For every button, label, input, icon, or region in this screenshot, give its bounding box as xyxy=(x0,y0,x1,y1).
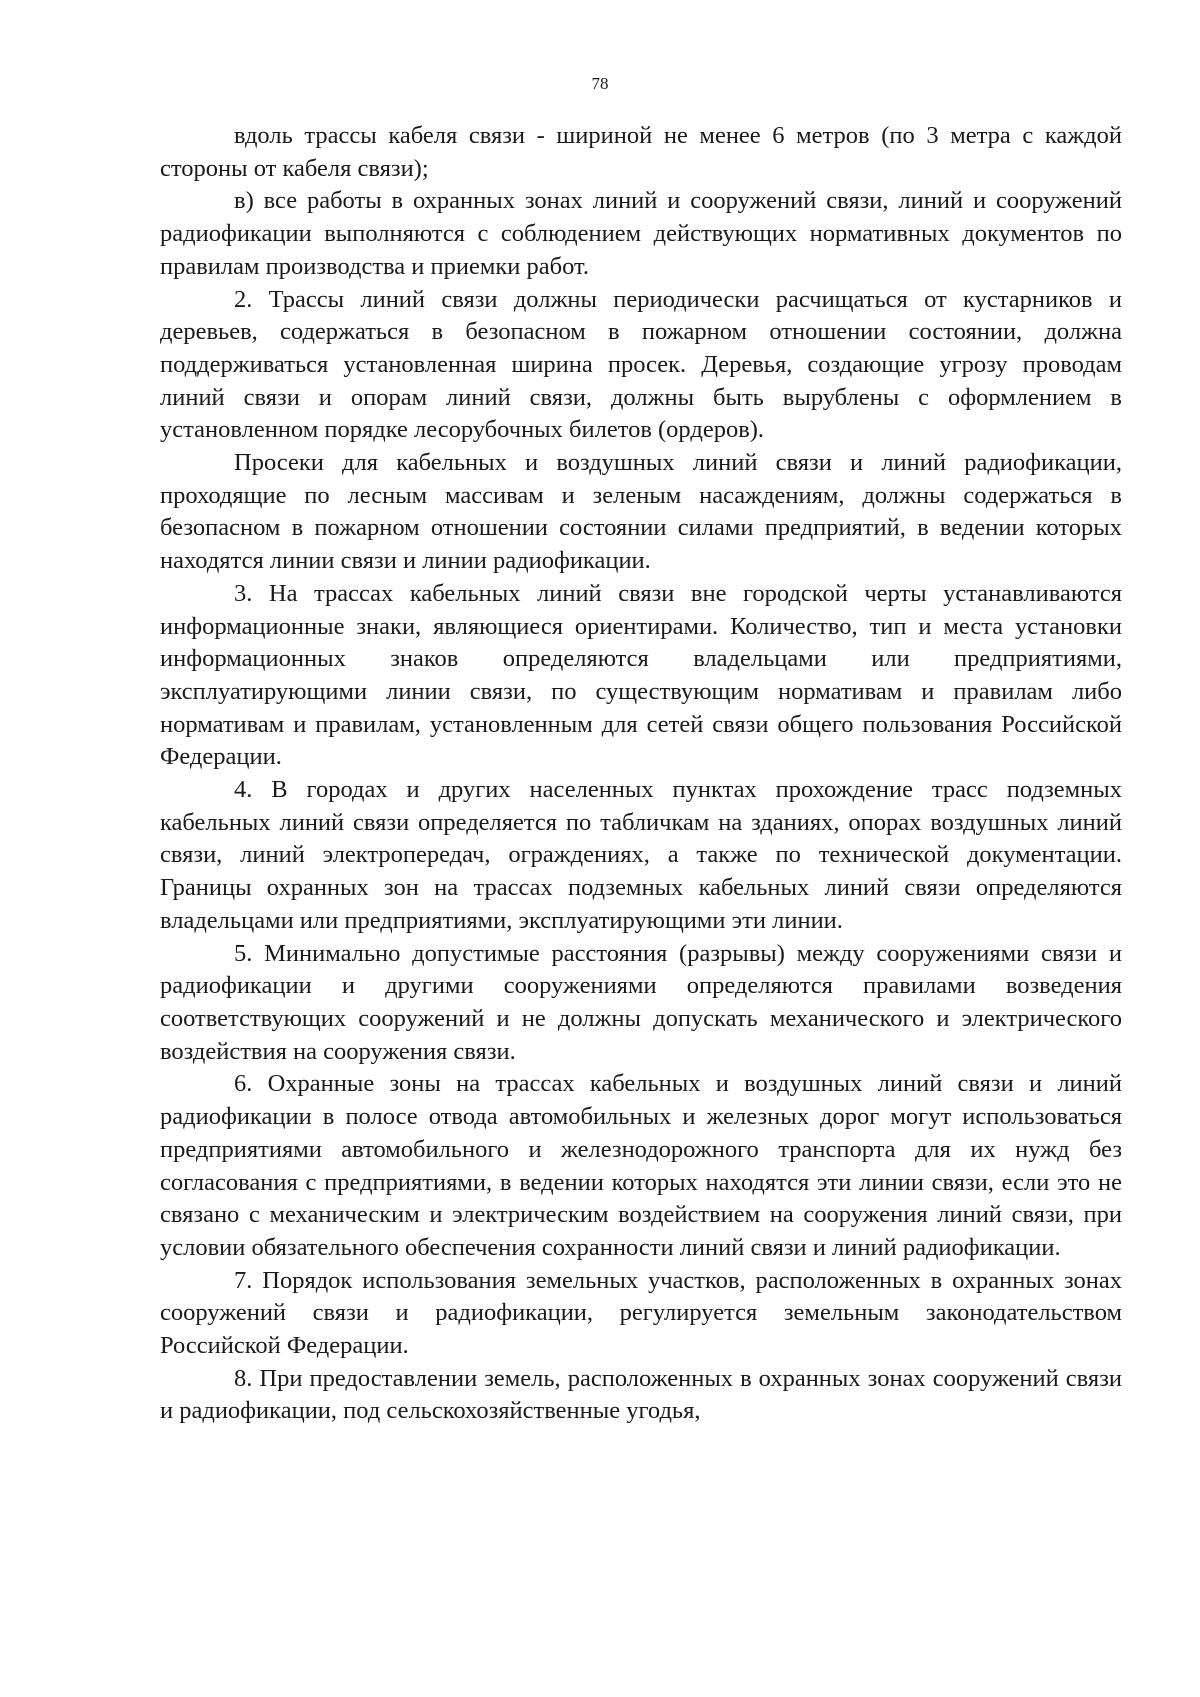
document-body xyxy=(160,120,1122,1428)
paragraph-2: 2. Трассы линий связи должны периодически расчищаться от кустарников и деревьев, содержаться в безопасном в пожарном отношении состоянии, должна поддерживаться установленная ширина просек. Деревья, создающие угрозу проводам линий связи и опорам линий связи, должны быть вырублены с оформлением в установленном порядке лесорубочных билетов (ордеров). xyxy=(160,285,1122,444)
paragraph-4: 4. В городах и других населенных пунктах прохождение трасс подземных кабельных линий связи определяется по табличкам на зданиях, опорах воздушных линий связи, линий электропередач, ограждениях, а также по технической документации. Границы охранных зон на трассах подземных кабельных линий связи определяются владельцами или предприятиями, эксплуатирующими эти линии. xyxy=(160,776,1122,934)
paragraph-2-continued: Просеки для кабельных и воздушных линий связи и линий радиофикации, проходящие по лесным массивам и зеленым насаждениям, должны содержаться в безопасном в пожарном отношении состоянии силами предприятий, в ведении которых находятся линии связи и линии радиофикации. xyxy=(160,449,1122,575)
paragraph-item-v: в) все работы в охранных зонах линий и сооружений связи, линий и сооружений радиофикации выполняются с соблюдением действующих нормативных документов по правилам производства и приемки работ. xyxy=(160,187,1122,280)
paragraph-3: 3. На трассах кабельных линий связи вне городской черты устанавливаются информационные знаки, являющиеся ориентирами. Количество, тип и места установки информационных знаков определяются владельцами или предприятиями, эксплуатирующими линии связи, по существующим нормативам и правилам либо нормативам и правилам, установленным для сетей связи общего пользования Российской Федерации. xyxy=(160,579,1122,771)
paragraph-continuation: вдоль трассы кабеля связи - шириной не менее 6 метров (по 3 метра с каждой стороны от кабеля связи); xyxy=(160,122,1122,182)
paragraph-7: 7. Порядок использования земельных участков, расположенных в охранных зонах сооружений связи и радиофикации, регулируется земельным законодательством Российской Федерации. xyxy=(160,1266,1122,1360)
paragraph-6: 6. Охранные зоны на трассах кабельных и воздушных линий связи и линий радиофикации в полосе отвода автомобильных и железных дорог могут использоваться предприятиями автомобильного и железнодорожного транспорта для их нужд без согласования с предприятиями, в ведении которых находятся эти линии связи, если это не связано с механическим и электрическим воздействием на сооружения линий связи, при условии обязательного обеспечения сохранности линий связи и линий радиофикации. xyxy=(160,1070,1122,1261)
paragraph-8: 8. При предоставлении земель, расположенных в охранных зонах сооружений связи и радиофикации, под сельскохозяйственные угодья, xyxy=(160,1364,1122,1425)
paragraph-5: 5. Минимально допустимые расстояния (разрывы) между сооружениями связи и радиофикации и другими сооружениями определяются правилами возведения соответствующих сооружений и не должны допускать механического и электрического воздействия на сооружения связи. xyxy=(160,939,1122,1065)
page-number: 78 xyxy=(591,74,609,93)
